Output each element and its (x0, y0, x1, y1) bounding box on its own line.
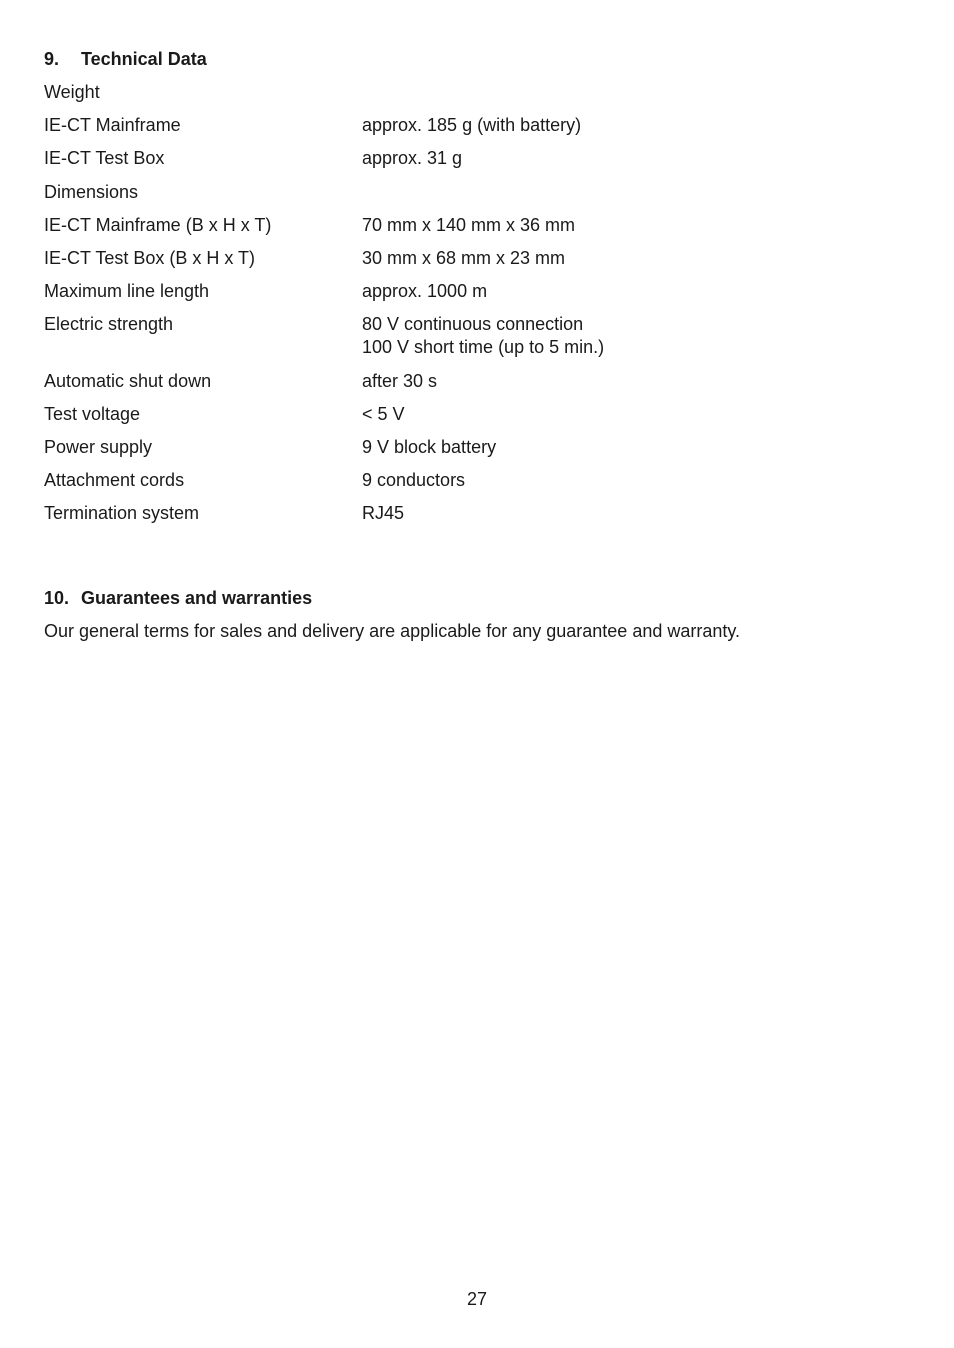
spec-value-line-2: 100 V short time (up to 5 min.) (362, 337, 605, 357)
spec-value: approx. 185 g (with battery) (362, 115, 582, 135)
spec-label: IE-CT Mainframe (B x H x T) (44, 215, 272, 235)
spec-label: Power supply (44, 437, 153, 457)
spec-value-line-1: 80 V continuous connection (362, 314, 584, 334)
spec-label: Maximum line length (44, 281, 210, 301)
section-9-number: 9. (44, 49, 60, 69)
spec-value: after 30 s (362, 371, 438, 391)
spec-label: Dimensions (44, 182, 139, 202)
spec-label: IE-CT Test Box (44, 148, 165, 168)
section-10-number: 10. (44, 588, 70, 608)
spec-value: approx. 1000 m (362, 281, 488, 301)
section-9-heading (44, 48, 207, 70)
spec-value: 70 mm x 140 mm x 36 mm (362, 215, 576, 235)
spec-value (362, 313, 604, 359)
spec-label: Automatic shut down (44, 371, 212, 391)
spec-value: 9 conductors (362, 470, 466, 490)
section-9-title: Technical Data (81, 49, 207, 69)
section-10-paragraph: Our general terms for sales and delivery are applicable for any guarantee and warranty. (44, 621, 741, 641)
spec-label: Weight (44, 82, 100, 102)
spec-label: Test voltage (44, 404, 141, 424)
spec-label: IE-CT Mainframe (44, 115, 181, 135)
spec-label: IE-CT Test Box (B x H x T) (44, 248, 256, 268)
spec-value: < 5 V (362, 404, 405, 424)
section-10-title: Guarantees and warranties (81, 588, 313, 608)
section-10-heading (44, 587, 312, 609)
spec-value: approx. 31 g (362, 148, 463, 168)
spec-label: Electric strength (44, 314, 174, 334)
spec-value: 9 V block battery (362, 437, 497, 457)
spec-value: 30 mm x 68 mm x 23 mm (362, 248, 566, 268)
spec-value: RJ45 (362, 503, 405, 523)
page-number: 27 (466, 1289, 488, 1309)
spec-label: Attachment cords (44, 470, 185, 490)
spec-label: Termination system (44, 503, 200, 523)
